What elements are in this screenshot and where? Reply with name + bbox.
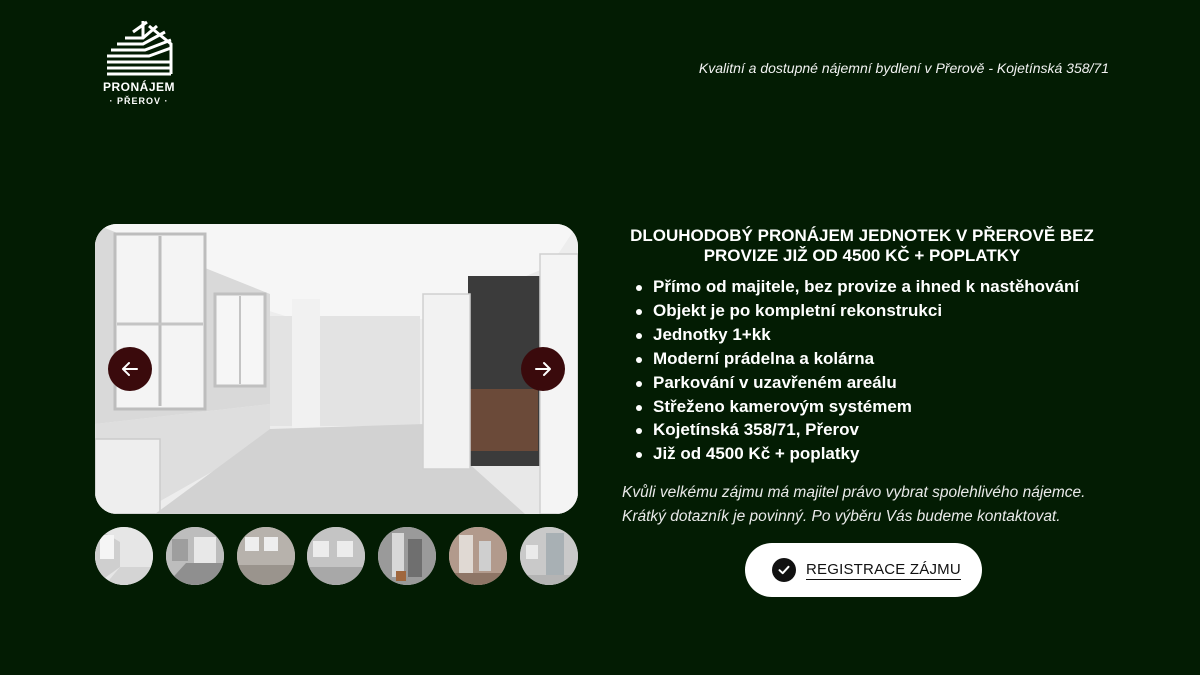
gallery-next-button[interactable] (521, 347, 565, 391)
gallery-main-image[interactable] (95, 224, 578, 514)
gallery-thumbnail[interactable] (449, 527, 507, 585)
selection-note: Kvůli velkému zájmu má majitel právo vybrat spolehlivého nájemce. Krátký dotazník je povinný. Po výběru Vás budeme kontaktovat. (622, 484, 1086, 526)
feature-item: Objekt je po kompletní rekonstrukci (634, 299, 1112, 323)
gallery-thumbnail[interactable] (378, 527, 436, 585)
arrow-right-icon (533, 359, 553, 379)
feature-item: Již od 4500 Kč + poplatky (634, 442, 1112, 466)
logo-subtitle: · PŘEROV · (109, 96, 169, 106)
feature-item: Střeženo kamerovým systémem (634, 395, 1112, 419)
feature-list (612, 275, 1112, 466)
logo[interactable] (100, 18, 178, 112)
register-interest-button[interactable] (745, 543, 982, 597)
feature-item: Moderní prádelna a kolárna (634, 347, 1112, 371)
room-photo (95, 224, 578, 514)
logo-title: PRONÁJEM (102, 80, 175, 94)
gallery-thumbnails (95, 527, 578, 585)
feature-item: Přímo od majitele, bez provize a ihned k nastěhování (634, 275, 1112, 299)
arrow-left-icon (120, 359, 140, 379)
feature-item: Jednotky 1+kk (634, 323, 1112, 347)
feature-item: Kojetínská 358/71, Přerov (634, 418, 1112, 442)
gallery-thumbnail[interactable] (307, 527, 365, 585)
check-circle-icon (772, 558, 796, 582)
gallery-thumbnail[interactable] (166, 527, 224, 585)
register-interest-label: REGISTRACE ZÁJMU (806, 560, 961, 578)
listing-info (612, 226, 1112, 529)
feature-item: Parkování v uzavřeném areálu (634, 371, 1112, 395)
listing-headline: DLOUHODOBÝ PRONÁJEM JEDNOTEK V PŘEROVĚ BEZ PROVIZE JIŽ OD 4500 KČ + POPLATKY (630, 226, 1094, 265)
gallery-prev-button[interactable] (108, 347, 152, 391)
gallery-thumbnail[interactable] (520, 527, 578, 585)
gallery-thumbnail[interactable] (95, 527, 153, 585)
gallery-thumbnail[interactable] (237, 527, 295, 585)
building-logo-icon (103, 18, 175, 78)
header-tagline: Kvalitní a dostupné nájemní bydlení v Přerově - Kojetínská 358/71 (698, 60, 1109, 76)
